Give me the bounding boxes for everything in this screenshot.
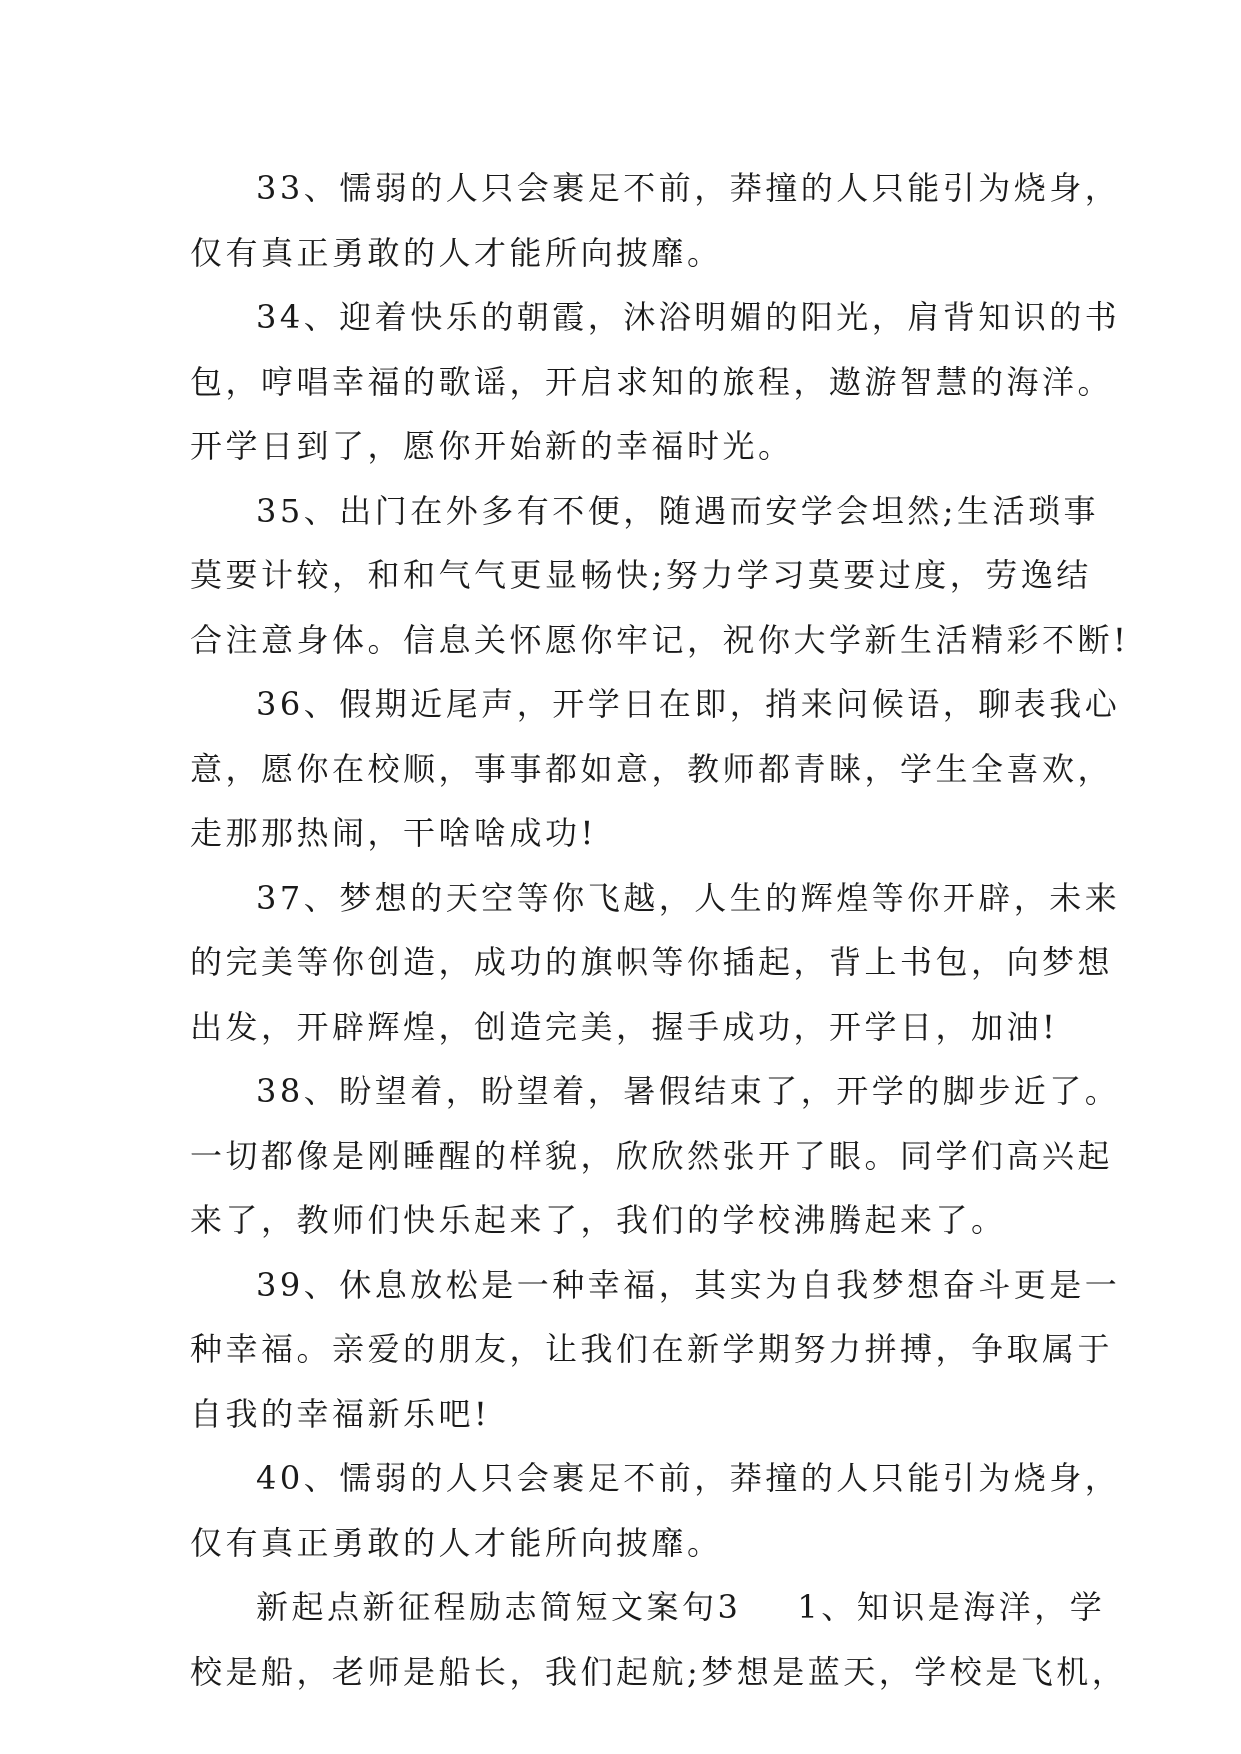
text-line: 37、梦想的天空等你飞越，人生的辉煌等你开辟，未来 [256,878,1121,917]
section-first-item: 1、知识是海洋，学 [797,1588,1106,1626]
section-heading: 新起点新征程励志简短文案句3 [256,1588,742,1626]
text-line: 意，愿你在校顺，事事都如意，教师都青睐，学生全喜欢， [190,749,1114,788]
paragraph-38 [190,1059,1121,1253]
paragraph-section-3 [190,1575,1128,1704]
text-line: 莫要计较，和和气气更显畅快;努力学习莫要过度，劳逸结 [190,556,1092,594]
paragraph-39 [190,1253,1121,1447]
document-body [190,156,1130,1704]
paragraph-40 [190,1446,1121,1575]
text-line: 的完美等你创造，成功的旗帜等你插起，背上书包，向梦想 [190,943,1114,981]
text-line: 来了，教师们快乐起来了，我们的学校沸腾起来了。 [190,1201,1007,1239]
section-heading-line [190,1575,1106,1640]
paragraph-34 [190,285,1121,479]
text-line: 34、迎着快乐的朝霞，沐浴明媚的阳光，肩背知识的书 [256,298,1121,336]
paragraph-33 [190,156,1121,285]
text-line: 39、休息放松是一种幸福，其实为自我梦想奋斗更是一 [256,1265,1121,1304]
text-line: 种幸福。亲爱的朋友，让我们在新学期努力拼搏，争取属于 [190,1330,1114,1368]
text-line: 包，哼唱幸福的歌谣，开启求知的旅程，遨游智慧的海洋。 [190,362,1114,401]
text-line: 仅有真正勇敢的人才能所向披靡。 [190,233,723,272]
text-line: 合注意身体。信息关怀愿你牢记，祝你大学新生活精彩不断! [190,620,1130,659]
text-line: 出发，开辟辉煌，创造完美，握手成功，开学日，加油! [190,1007,1059,1046]
text-line: 33、懦弱的人只会裹足不前，莽撞的人只能引为烧身， [256,169,1121,207]
text-line: 自我的幸福新乐吧! [190,1394,491,1433]
text-line: 38、盼望着，盼望着，暑假结束了，开学的脚步近了。 [256,1072,1121,1110]
text-line: 开学日到了，愿你开始新的幸福时光。 [190,427,794,465]
paragraph-37 [190,866,1121,1060]
text-line: 走那那热闹，干啥啥成功! [190,814,597,852]
text-line: 校是船，老师是船长，我们起航;梦想是蓝天，学校是飞机， [190,1652,1128,1691]
text-line: 仅有真正勇敢的人才能所向披靡。 [190,1523,723,1562]
text-line: 36、假期近尾声，开学日在即，捎来问候语，聊表我心 [256,685,1121,723]
text-line: 40、懦弱的人只会裹足不前，莽撞的人只能引为烧身， [256,1459,1121,1497]
paragraph-35 [190,479,1130,673]
text-line: 一切都像是刚睡醒的样貌，欣欣然张开了眼。同学们高兴起 [190,1136,1114,1175]
paragraph-36 [190,672,1121,866]
text-line: 35、出门在外多有不便，随遇而安学会坦然;生活琐事 [256,491,1100,530]
